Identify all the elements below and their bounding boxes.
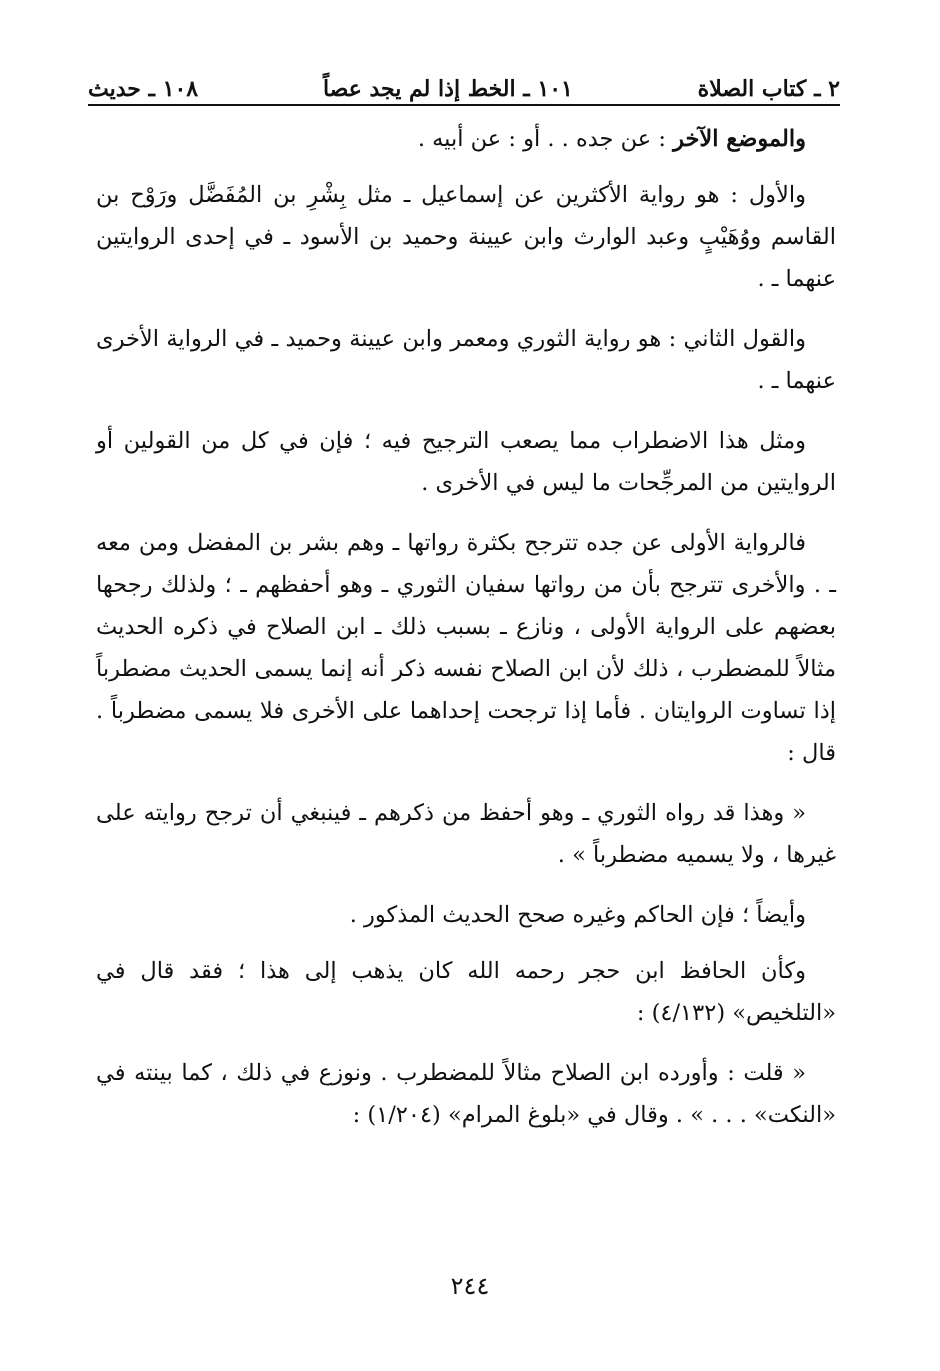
- paragraph-8: [96, 950, 836, 1034]
- paragraph-5: [96, 522, 836, 774]
- quote-text: « وهذا قد رواه الثوري ـ وهو أحفظ من ذكرهم ـ فينبغي أن ترجح روايته على غيرها ، ولا يسميه مضطرباً » .: [96, 800, 836, 868]
- paragraph-text: والأول : هو رواية الأكثرين عن إسماعيل ـ مثل بِشْرِ بن المُفَضَّل ورَوْح بن القاسم ووُهَيْبٍ وعبد الوارث وابن عيينة وحميد بن الأسود ـ في إحدى الروايتين عنهما ـ .: [96, 182, 836, 292]
- header-divider: [88, 104, 840, 106]
- paragraph-text: والقول الثاني : هو رواية الثوري ومعمر وابن عيينة وحميد ـ في الرواية الأخرى عنهما ـ .: [96, 326, 836, 394]
- header-section: ١٠١ ـ الخط إذا لم يجد عصاً: [322, 76, 573, 102]
- header-chapter: ٢ ـ كتاب الصلاة: [697, 76, 840, 102]
- page-body: [96, 118, 836, 1154]
- paragraph-text: وكأن الحافظ ابن حجر رحمه الله كان يذهب إلى هذا ؛ فقد قال في «التلخيص» (٤/١٣٢) :: [96, 958, 836, 1026]
- paragraph-2: [96, 174, 836, 300]
- quote-text: « قلت : وأورده ابن الصلاح مثالاً للمضطرب . ونوزع في ذلك ، كما بينته في «النكت» . . . » . وقال في «بلوغ المرام» (١/٢٠٤) :: [96, 1060, 836, 1128]
- paragraph-9: [96, 1052, 836, 1136]
- running-header: [88, 62, 840, 102]
- paragraph-text: فالرواية الأولى عن جده تترجح بكثرة رواتها ـ وهم بشر بن المفضل ومن معه ـ . والأخرى تترجح بأن من رواتها سفيان الثوري ـ وهو أحفظهم ـ ؛ ولذلك رجحها بعضهم على الرواية الأولى ، ونازع ـ بسبب ذلك ـ ابن الصلاح في ذكره الحديث مثالاً للمضطرب ، ذلك لأن ابن الصلاح نفسه ذكر أنه إنما يسمى الحديث مضطرباً إذا تساوت الروايتان . فأما إذا ترجحت إحداهما على الأخرى فلا يسمى مضطرباً . قال :: [96, 530, 836, 766]
- paragraph-6: [96, 792, 836, 876]
- page-number: ٢٤٤: [450, 1272, 490, 1300]
- paragraph-lead: والموضع الآخر: [673, 126, 806, 152]
- paragraph-3: [96, 318, 836, 402]
- paragraph-7: [96, 894, 836, 936]
- header-hadith-number: ١٠٨ ـ حديث: [88, 76, 199, 102]
- paragraph-4: [96, 420, 836, 504]
- paragraph-text: وأيضاً ؛ فإن الحاكم وغيره صحح الحديث المذكور .: [349, 902, 806, 928]
- paragraph-text: ومثل هذا الاضطراب مما يصعب الترجيح فيه ؛ فإن في كل من القولين أو الروايتين من المرجِّحات ما ليس في الأخرى .: [96, 428, 836, 496]
- paragraph-text: : عن جده . . أو : عن أبيه .: [417, 126, 666, 152]
- paragraph-1: [96, 118, 836, 160]
